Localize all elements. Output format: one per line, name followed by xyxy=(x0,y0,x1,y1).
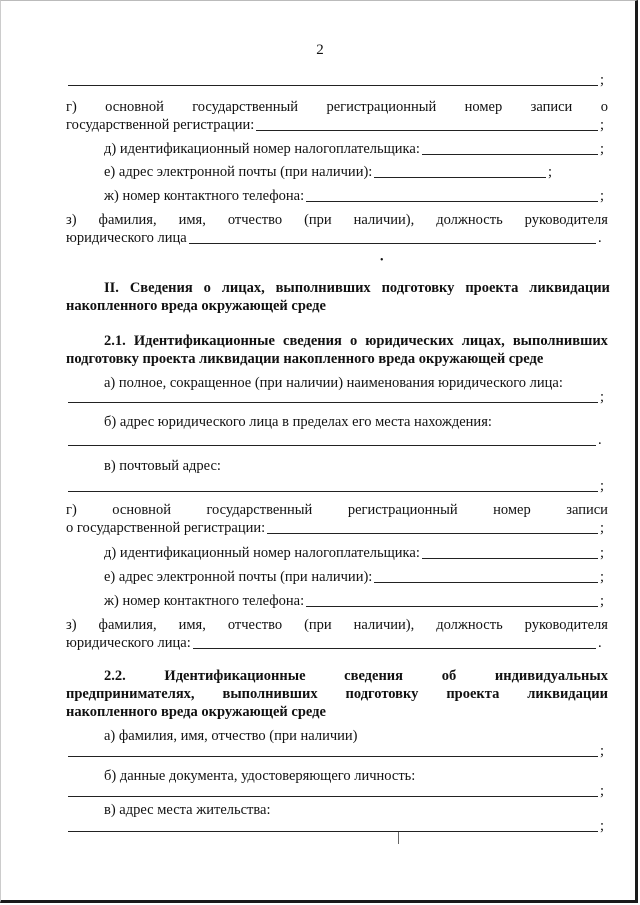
s1-head-field[interactable]: юридического лица . xyxy=(66,230,602,246)
s22-fio-label: а) фамилия, имя, отчество (при наличии) xyxy=(104,728,358,744)
s21-title xyxy=(66,333,608,349)
s22-title-line2 xyxy=(66,686,608,702)
fill-line[interactable] xyxy=(422,546,598,559)
word: з) xyxy=(66,212,77,228)
stray-mark: • xyxy=(380,255,384,266)
word: имя, xyxy=(178,617,206,633)
word: номер xyxy=(464,99,503,115)
s21-head-field[interactable]: юридического лица: . xyxy=(66,635,602,651)
word: лицах, xyxy=(221,280,265,296)
s22-fio-field[interactable]: ; xyxy=(66,743,608,759)
fill-line[interactable] xyxy=(68,433,596,446)
s1-ogrn-field[interactable]: государственной регистрации: ; xyxy=(66,117,605,133)
word: фамилия, xyxy=(98,212,157,228)
s22-residence-label: в) адрес места жительства: xyxy=(104,802,271,818)
word: должность xyxy=(436,212,503,228)
word: з) xyxy=(66,617,77,633)
word: ликвидации xyxy=(527,686,608,702)
s21-address-field[interactable]: . xyxy=(66,432,606,448)
word: выполнивших xyxy=(512,333,608,349)
word: (при xyxy=(304,212,332,228)
word: (при xyxy=(304,617,332,633)
s21-address-label: б) адрес юридического лица в пределах его места нахождения: xyxy=(104,414,492,430)
blank-line-top[interactable]: ; xyxy=(66,72,608,88)
fill-line[interactable] xyxy=(189,231,596,244)
s21-postal-field[interactable]: ; xyxy=(66,478,608,494)
fill-line[interactable] xyxy=(68,73,598,86)
fill-line[interactable] xyxy=(68,479,598,492)
word: II. xyxy=(104,280,119,296)
word: государственный xyxy=(206,502,313,518)
fill-line[interactable] xyxy=(306,189,598,202)
word: руководителя xyxy=(524,212,608,228)
word: г) xyxy=(66,99,77,115)
word: проекта xyxy=(446,686,500,702)
s21-email-field[interactable]: е) адрес электронной почты (при наличии): ; xyxy=(104,569,605,585)
page-number: 2 xyxy=(316,42,324,58)
s22-id-doc-field[interactable]: ; xyxy=(66,783,608,799)
s1-phone-field[interactable]: ж) номер контактного телефона: ; xyxy=(104,188,605,204)
fill-line[interactable] xyxy=(68,784,598,797)
s21-name-label: а) полное, сокращенное (при наличии) наименования юридического лица: xyxy=(104,375,563,391)
word: выполнивших xyxy=(222,686,318,702)
s21-inn-field[interactable]: д) идентификационный номер налогоплательщика: ; xyxy=(104,545,605,561)
section2-title-line2: накопленного вреда окружающей среде xyxy=(66,298,326,314)
fill-line[interactable] xyxy=(374,165,546,178)
word: регистрационный xyxy=(347,502,458,518)
word: предпринимателях, xyxy=(66,686,195,702)
word: Идентификационные xyxy=(164,668,306,684)
word: записи xyxy=(566,502,608,518)
word: юридических xyxy=(365,333,454,349)
word: должность xyxy=(436,617,503,633)
word: подготовку xyxy=(381,280,455,296)
word: фамилия, xyxy=(98,617,157,633)
word: сведения xyxy=(283,333,342,349)
fill-line[interactable] xyxy=(267,521,598,534)
stray-mark xyxy=(398,832,399,844)
word: Идентификационные xyxy=(133,333,275,349)
s22-id-doc-label: б) данные документа, удостоверяющего личность: xyxy=(104,768,416,784)
fill-line[interactable] xyxy=(374,570,598,583)
word: отчество xyxy=(227,617,283,633)
word: о xyxy=(203,280,211,296)
word: номер xyxy=(493,502,531,518)
s21-phone-field[interactable]: ж) номер контактного телефона: ; xyxy=(104,593,605,609)
word: индивидуальных xyxy=(494,668,608,684)
s21-name-field[interactable]: ; xyxy=(66,389,608,405)
word: руководителя xyxy=(524,617,608,633)
fill-line[interactable] xyxy=(256,118,598,131)
s21-ogrn-field[interactable]: о государственной регистрации: ; xyxy=(66,520,605,536)
s21-postal-label: в) почтовый адрес: xyxy=(104,458,221,474)
fill-line[interactable] xyxy=(193,636,596,649)
word: проекта xyxy=(465,280,519,296)
s21-title-line2: подготовку проекта ликвидации накопленного вреда окружающей среде xyxy=(66,351,544,367)
word: наличии), xyxy=(353,617,415,633)
s1-inn-field[interactable]: д) идентификационный номер налогоплательщика: ; xyxy=(104,141,605,157)
s22-title xyxy=(66,668,608,684)
s1-head-label xyxy=(66,212,608,228)
word: 2.1. xyxy=(104,333,126,349)
word: об xyxy=(441,668,457,684)
fill-line[interactable] xyxy=(68,819,598,832)
fill-line[interactable] xyxy=(306,594,598,607)
word: отчество xyxy=(227,212,283,228)
s21-head-label xyxy=(66,617,608,633)
s21-ogrn-label xyxy=(66,502,608,518)
word: 2.2. xyxy=(104,668,126,684)
word: сведения xyxy=(344,668,404,684)
word: лицах, xyxy=(461,333,505,349)
word: ликвидации xyxy=(529,280,610,296)
word: регистрационный xyxy=(326,99,437,115)
s22-title-line3: накопленного вреда окружающей среде xyxy=(66,704,326,720)
word: выполнивших xyxy=(275,280,371,296)
word: Сведения xyxy=(129,280,193,296)
word: основной xyxy=(105,99,164,115)
s1-email-field[interactable]: е) адрес электронной почты (при наличии): ; xyxy=(104,164,553,180)
word: основной xyxy=(112,502,171,518)
word: о xyxy=(600,99,608,115)
word: записи xyxy=(530,99,573,115)
word: государственный xyxy=(192,99,299,115)
fill-line[interactable] xyxy=(68,744,598,757)
word: наличии), xyxy=(353,212,415,228)
word: г) xyxy=(66,502,77,518)
word: имя, xyxy=(178,212,206,228)
section2-title xyxy=(66,280,610,296)
s22-residence-field[interactable]: ; xyxy=(66,818,608,834)
s1-ogrn-label xyxy=(66,99,608,115)
fill-line[interactable] xyxy=(68,390,598,403)
word: подготовку xyxy=(345,686,419,702)
fill-line[interactable] xyxy=(422,142,598,155)
word: о xyxy=(349,333,358,349)
